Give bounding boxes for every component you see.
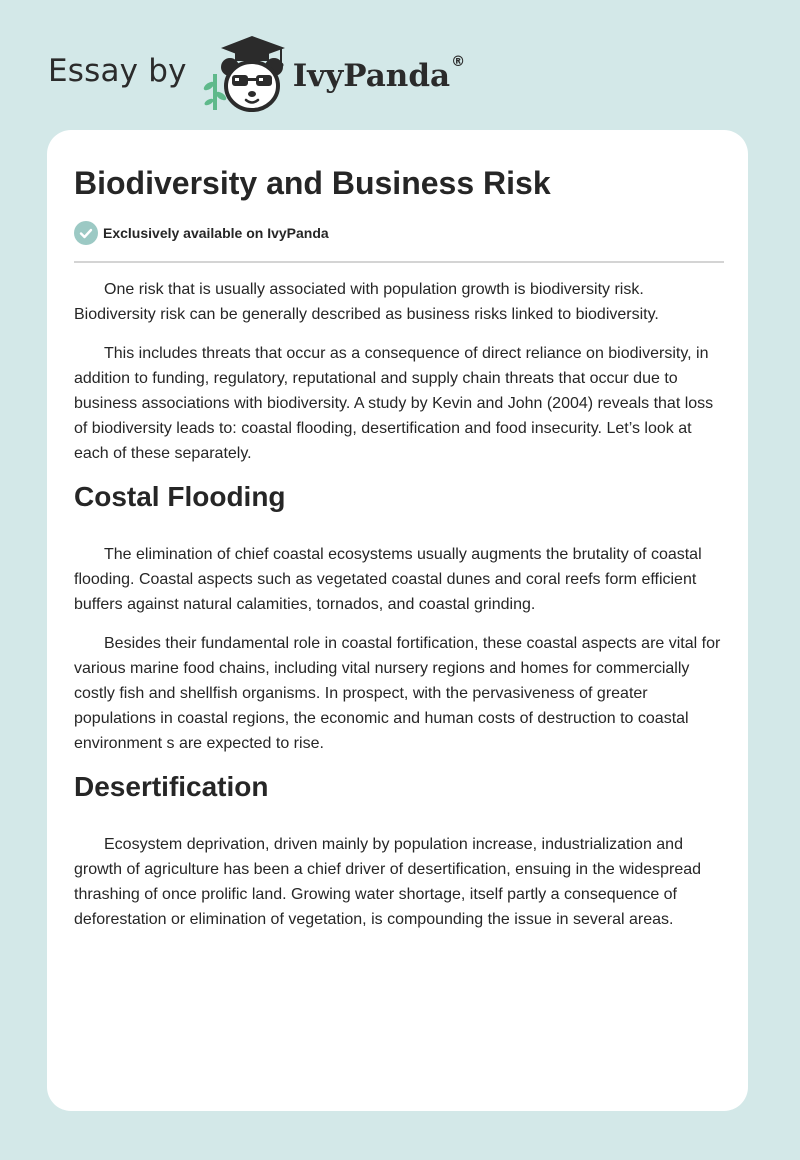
essay-card xyxy=(47,130,748,1111)
essay-body xyxy=(74,277,724,946)
title-divider xyxy=(74,261,724,263)
site-brand[interactable] xyxy=(48,34,465,114)
check-circle-icon xyxy=(74,221,98,245)
section-desertification xyxy=(74,770,724,932)
paragraph: Besides their fundamental role in coastal fortification, these coastal aspects are vital for various marine food chains, including vital nursery regions and homes for commercially costly fish and shellfish organisms. In prospect, with the pervasiveness of greater populations in coastal regions, the economic and human costs of destruction to coastal environment s are expected to rise. xyxy=(74,635,721,752)
brand-prefix: Essay by xyxy=(48,53,187,89)
paragraph: This includes threats that occur as a consequence of direct reliance on biodiversity, in addition to funding, regulatory, reputational and supply chain threats that occur due to business associations with biodiversity. A study by Kevin and John (2004) reveals that loss of biodiversity leads to: coastal flooding, desertification and food insecurity. Let’s look at each of these separately. xyxy=(74,345,714,462)
section-heading: Desertification xyxy=(74,771,269,802)
exclusive-badge xyxy=(74,221,329,245)
paragraph: Ecosystem deprivation, driven mainly by population increase, industrialization and growth of agriculture has been a chief driver of desertification, ensuing in the widespread thrashing of once prolific land. Growing water shortage, itself partly a consequence of deforestation or elimination of vegetation, is compounding the issue in several areas. xyxy=(74,836,702,928)
essay-title: Biodiversity and Business Risk xyxy=(74,165,551,201)
paragraph: The elimination of chief coastal ecosystems usually augments the brutality of coastal flooding. Coastal aspects such as vegetated coastal dunes and coral reefs form efficient buffers against natural calamities, tornados, and coastal grinding. xyxy=(74,546,702,613)
exclusive-badge-label: Exclusively available on IvyPanda xyxy=(103,225,329,241)
section-costal-flooding xyxy=(74,480,724,756)
panda-logo-icon xyxy=(201,34,295,114)
section-heading: Costal Flooding xyxy=(74,481,286,512)
paragraph: One risk that is usually associated with population growth is biodiversity risk. Biodiversity risk can be generally described as business risks linked to biodiversity. xyxy=(74,281,659,323)
brand-name: IvyPanda® xyxy=(292,54,466,94)
registered-mark: ® xyxy=(451,54,466,70)
